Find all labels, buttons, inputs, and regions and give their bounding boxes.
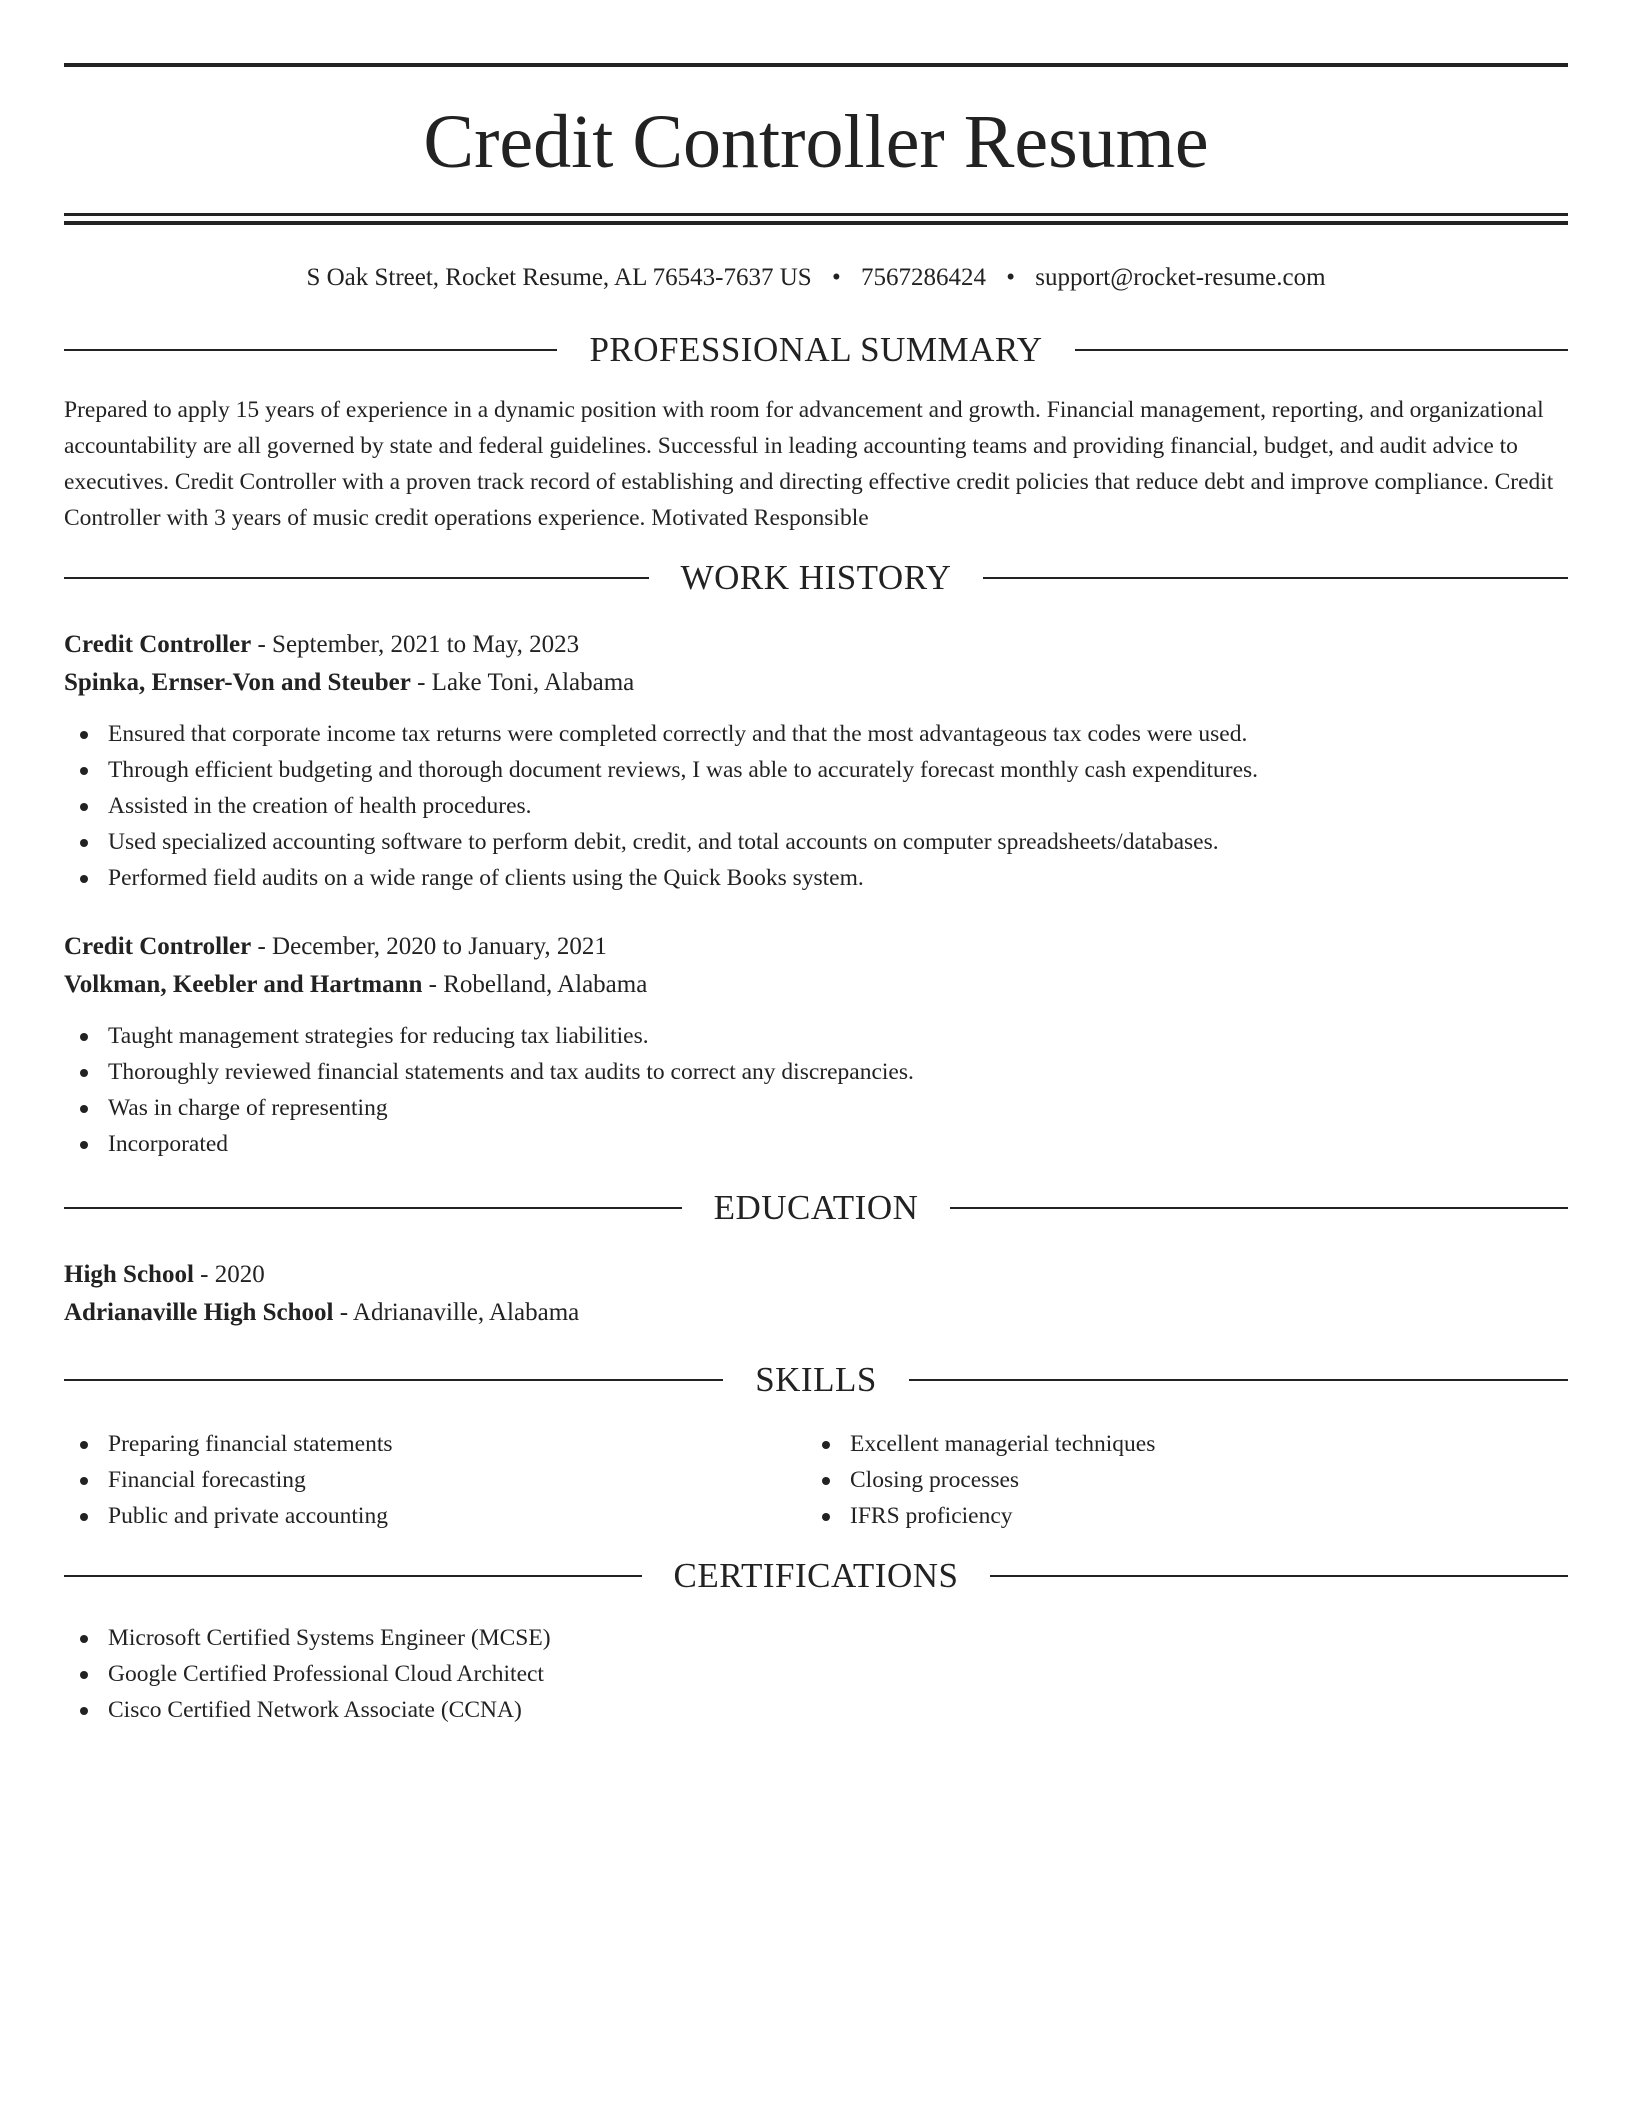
skill-item: Excellent managerial techniques xyxy=(806,1426,1548,1462)
top-rule xyxy=(64,63,1568,67)
job-company-line xyxy=(64,664,1568,702)
job-title: Credit Controller xyxy=(64,631,252,658)
section-title: SKILLS xyxy=(755,1360,877,1399)
skills-grid xyxy=(64,1426,1568,1534)
heading-rule xyxy=(990,1575,1568,1577)
education-degree-line xyxy=(64,1256,1568,1294)
list-item: Performed field audits on a wide range of clients using the Quick Books system. xyxy=(64,860,1568,896)
list-item: Was in charge of representing xyxy=(64,1090,1568,1126)
job-dates: - September, 2021 to May, 2023 xyxy=(251,631,580,658)
list-item: Taught management strategies for reducing tax liabilities. xyxy=(64,1018,1568,1054)
job-dates: - December, 2020 to January, 2021 xyxy=(251,933,607,960)
job-location: - Lake Toni, Alabama xyxy=(410,669,635,696)
contact-separator: • xyxy=(831,264,841,291)
section-heading-certifications xyxy=(64,1556,1568,1596)
skills-column-right xyxy=(806,1426,1548,1534)
certifications-list xyxy=(64,1620,1568,1728)
job-entry xyxy=(64,928,1568,1162)
contact-phone: 7567286424 xyxy=(860,264,986,291)
list-item: Incorporated xyxy=(64,1126,1568,1162)
page-title: Credit Controller Resume xyxy=(423,100,1209,184)
list-item: Assisted in the creation of health procedures. xyxy=(64,788,1568,824)
contact-line xyxy=(64,262,1568,294)
certification-item: Microsoft Certified Systems Engineer (MCSE) xyxy=(64,1620,1568,1656)
certification-item: Google Certified Professional Cloud Architect xyxy=(64,1656,1568,1692)
education-school: Adrianaville High School xyxy=(64,1299,334,1326)
job-company: Spinka, Ernser-Von and Steuber xyxy=(64,669,411,696)
certification-item: Cisco Certified Network Associate (CCNA) xyxy=(64,1692,1568,1728)
summary-text: Prepared to apply 15 years of experience in a dynamic position with room for advancement and growth. Financial management, reporting, and organizational accountability are all governed by state and federal guidelines. Successful in leading accounting teams and providing financial, budget, and audit advice to executives. Credit Controller with a proven track record of establishing and directing effective credit policies that reduce debt and improve compliance. Credit Controller with 3 years of music credit operations experience. Motivated Responsible xyxy=(64,397,1554,531)
skills-column-left xyxy=(64,1426,806,1534)
list-item: Thoroughly reviewed financial statements and tax audits to correct any discrepancies. xyxy=(64,1054,1568,1090)
heading-rule xyxy=(64,1207,682,1209)
section-title: EDUCATION xyxy=(713,1188,919,1227)
job-company-line xyxy=(64,966,1568,1004)
job-title-line xyxy=(64,626,1568,664)
contact-email: support@rocket-resume.com xyxy=(1035,264,1326,291)
skill-item: Preparing financial statements xyxy=(64,1426,806,1462)
contact-address: S Oak Street, Rocket Resume, AL 76543-7637 US xyxy=(306,264,812,291)
job-company: Volkman, Keebler and Hartmann xyxy=(64,971,423,998)
section-heading-skills xyxy=(64,1360,1568,1400)
skill-item: IFRS proficiency xyxy=(806,1498,1548,1534)
section-heading-education xyxy=(64,1188,1568,1228)
heading-rule xyxy=(950,1207,1568,1209)
education-location: - Adrianaville, Alabama xyxy=(333,1299,580,1326)
section-heading-work xyxy=(64,558,1568,598)
section-title: WORK HISTORY xyxy=(680,558,952,597)
title-double-rule xyxy=(64,213,1568,225)
certifications-block xyxy=(64,1620,1568,1728)
skill-item: Closing processes xyxy=(806,1462,1548,1498)
section-title: CERTIFICATIONS xyxy=(673,1556,959,1595)
job-duties xyxy=(64,716,1568,896)
skill-item: Financial forecasting xyxy=(64,1462,806,1498)
job-entry xyxy=(64,626,1568,896)
education-year: - 2020 xyxy=(193,1261,265,1288)
education-entry xyxy=(64,1256,1568,1332)
education-school-line xyxy=(64,1294,1568,1332)
education-degree: High School xyxy=(64,1261,194,1288)
job-duties xyxy=(64,1018,1568,1162)
heading-rule xyxy=(64,1575,642,1577)
heading-rule xyxy=(983,577,1568,579)
list-item: Ensured that corporate income tax returns were completed correctly and that the most advantageous tax codes were used. xyxy=(64,716,1568,752)
list-item: Through efficient budgeting and thorough document reviews, I was able to accurately forecast monthly cash expenditures. xyxy=(64,752,1568,788)
heading-rule xyxy=(1075,349,1568,351)
list-item: Used specialized accounting software to perform debit, credit, and total accounts on computer spreadsheets/databases. xyxy=(64,824,1568,860)
contact-separator: • xyxy=(1006,264,1015,291)
heading-rule xyxy=(64,577,649,579)
heading-rule xyxy=(64,349,557,351)
skill-item: Public and private accounting xyxy=(64,1498,806,1534)
job-title: Credit Controller xyxy=(64,933,252,960)
heading-rule xyxy=(909,1379,1568,1381)
job-location: - Robelland, Alabama xyxy=(422,971,648,998)
section-heading-summary xyxy=(64,330,1568,370)
section-title: PROFESSIONAL SUMMARY xyxy=(589,330,1043,369)
job-title-line xyxy=(64,928,1568,966)
heading-rule xyxy=(64,1379,723,1381)
